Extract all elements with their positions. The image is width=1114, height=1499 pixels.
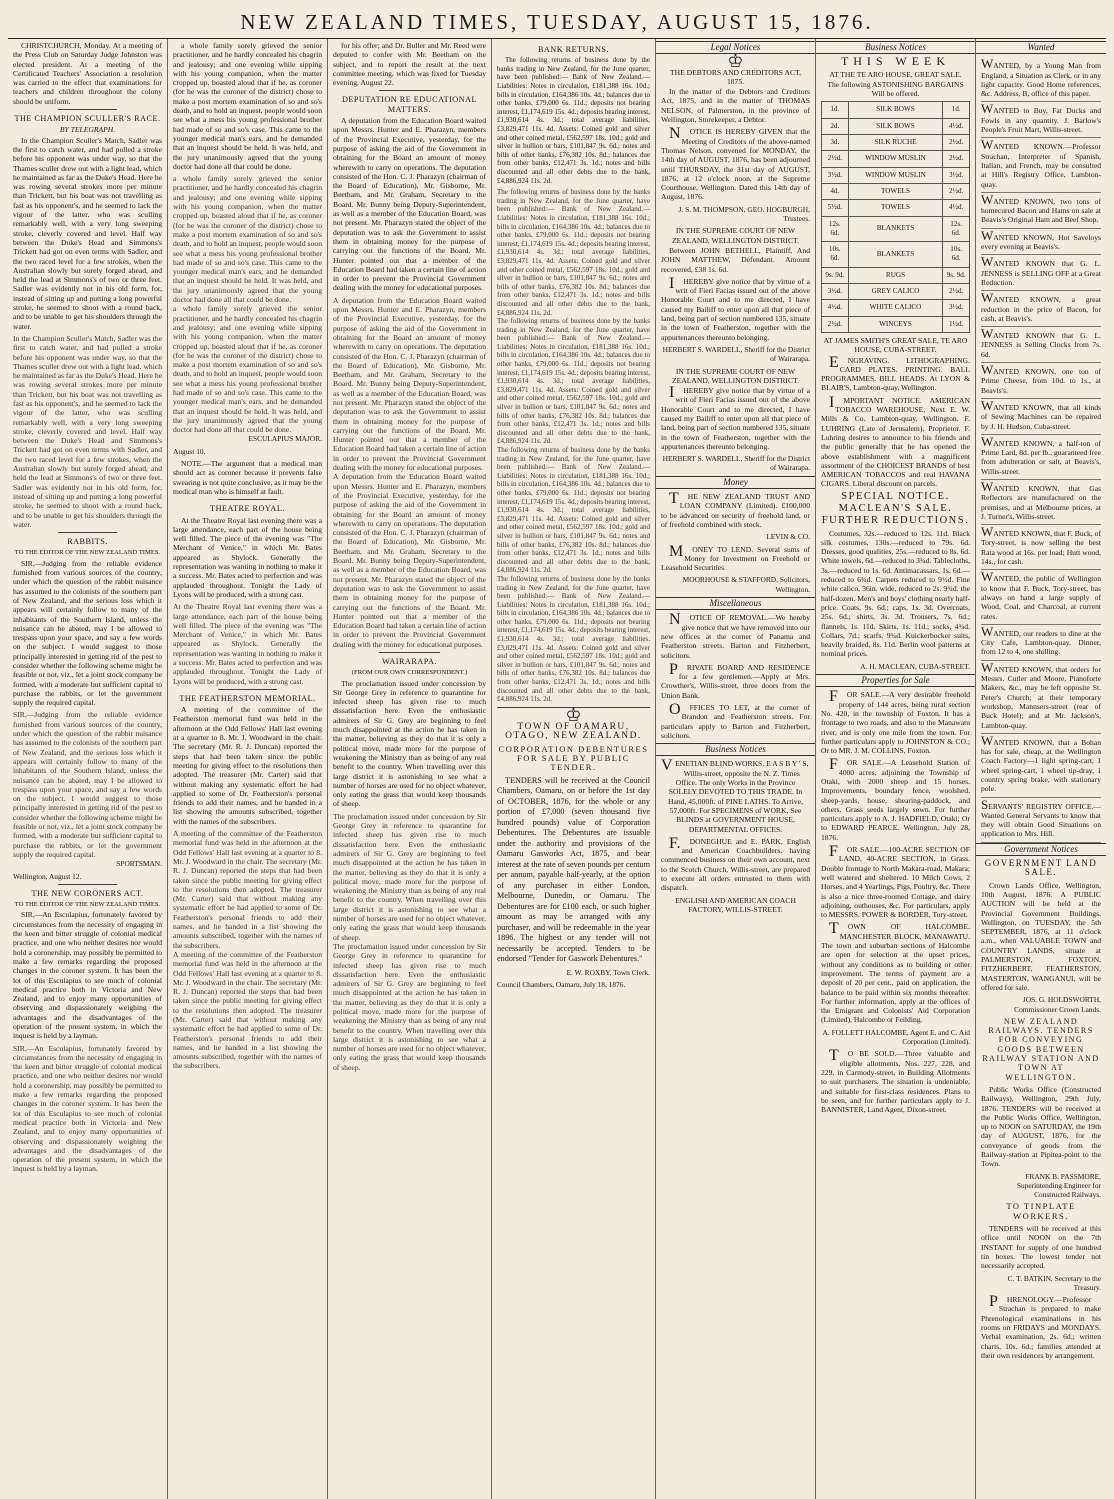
- notice-signature: JOS. G. HOLDSWORTH, Commissioner Crown Lands.: [1014, 995, 1101, 1014]
- notice-body: IHEREBY give notice that by virtue of a writ of Fieri Facias issued out of the above Honorable Court and to me directed, I have caused my Bailiff to enter upon all that piece of land, being part of section numbered 135, situate in the town of Featherston, together with the appurtenances thereunto belonging.: [661, 274, 810, 342]
- wanted-ad: WANTED KNOWN, that F. Buck, of Tory-street, is now selling the best Rata wood at 16s. per load; Hutt wood, 14s., for cash.: [981, 525, 1101, 570]
- notice-body: ENGRAVING. LITHOGRAPHING. CARD PLATES. PRINTING. BALL PROGRAMMES. BILL HEADS. At LYON & BLAIR'S, Lambton-quay, Wellington.: [821, 353, 970, 393]
- sale-row: [822, 183, 970, 199]
- wanted-ad: SERVANTS' REGISTRY OFFICE.—Wanted General Servants to know that they will obtain Good Situations on application to Mrs. Hill.: [981, 798, 1101, 843]
- notice-signature: C. T. BATKIN, Secretary to the Treasury.: [1007, 1273, 1101, 1292]
- section-heading-misc: Miscellaneous: [656, 597, 815, 610]
- sale-price-now: 10s. 6d.: [943, 242, 970, 268]
- article-heading: WAIRARAPA.: [382, 657, 437, 666]
- notice-signature: ENGLISH AND AMERICAN COACH FACTORY, WILLIS-STREET.: [675, 895, 796, 914]
- sale-price-now: 2½d.: [943, 183, 970, 199]
- crest-icon: ♔: [727, 51, 744, 72]
- article-heading: THEATRE ROYAL.: [210, 504, 285, 514]
- divider: [58, 109, 118, 110]
- notice-body: THE NEW ZEALAND TRUST AND LOAN COMPANY (Limited). £100,000 to be advanced on security of freehold land, or of freehold combined with stock.: [661, 490, 810, 529]
- column-5: [656, 39, 816, 1499]
- sale-row: [822, 300, 970, 316]
- wanted-ad: WANTED KNOWN that G. L. JENNESS is SELLING OFF at a Great Reduction.: [981, 255, 1101, 291]
- notice-title: MACLEAN'S SALE.: [838, 502, 953, 514]
- article-subheading: BY TELEGRAPH.: [59, 125, 116, 135]
- notice-body: IHEREBY give notice that by virtue of a writ of Fieri Facias issued out of the above Honorable Court and to me directed, I have caused my Bailiff to enter upon all that piece of land, being part of section numbered 135, situate in the town of Featherston, together with the appurtenances thereunto belonging.: [661, 384, 810, 451]
- sale-price-now: 3½d.: [943, 300, 970, 316]
- section-heading-business: Business Notices: [656, 743, 815, 756]
- article-body-cont: A deputation from the Education Board waited upon Messrs. Hunter and E. Pharazyn, members of the Provincial Executive, yesterday, for the purpose of asking the aid of the Government in obtaining for the Board an amount of money wherewith to carry on operations. The deputation consisted of the Hon. C. J. Pharazyn (chairman of the Board of Education), Mr. Gisborne, Mr. Beetham, and Mr. Graham, Secretary to the Board. Mr. Bunny being Deputy-Superintendent, as well as a member of the Education Board, was not present. Mr. Pharazyn stated the object of the deputation was to ask the Government to assist them in obtaining money for the purpose of carrying out the functions of the Board. Mr. Hunter pointed out that a member of the Education Board had taken a certain line of action in order to prevent the Provincial Government dealing with the money for educational purposes.: [333, 472, 486, 649]
- wanted-ad: WANTED KNOWN, that all kinds of Sewing Machines can be repaired by J. H. Hudson, Cuba-street.: [981, 399, 1101, 435]
- wanted-ad: WANTED KNOWN, that Gas Reflectors are manufactured on the premises, and at Melbourne prices, at J. Turner's, Willis-street.: [981, 480, 1101, 525]
- article-heading: THE FEATHERSTON MEMORIAL.: [179, 693, 316, 703]
- sale-row: [822, 316, 970, 332]
- sale-item: SILK BOWS: [848, 102, 943, 118]
- sale-price-now: 9s. 9d.: [943, 267, 970, 283]
- sale-price-now: 3½d.: [943, 167, 970, 183]
- signature: SPORTSMAN.: [116, 859, 162, 869]
- bank-returns-cont: The following returns of business done by the banks trading in New Zealand, for the June quarter, have been published:— Bank of New Zealand.—Liabilities: Notes in circulation, £181,388 16s. 10d.; bills in circulation, £164,386 10s. 4d.; balances due to other banks, £79,000 6s. 11d.; deposits not bearing interest, £1,174,619 15s. 4d.; deposits bearing interest, £1,930,614 4s. 3d.; total average liabilities, £3,829,471 11s. 4d. Assets: Coined gold and silver and other coined metal, £562,597 18s. 10d.; gold and silver in bullion or bars, £101,847 9s. 6d.; notes and bills of other banks, £76,382 10s. 8d.; balances due from other banks, £12,471 3s. 1d.; notes and bills discounted and all other debts due to the bank, £4,886,924 11s. 2d.: [497, 188, 650, 317]
- sale-item: TOWELS: [848, 200, 943, 216]
- sale-row: [822, 118, 970, 134]
- notice-signature: MOORHOUSE & STAFFORD, Solicitors, Wellington.: [682, 575, 810, 594]
- sale-item: WINCEYS: [848, 316, 943, 332]
- article-heading: RABBITS.: [67, 537, 108, 547]
- notice-body: F.DONEGHUE and E. PARK, English and American Coachbuilders, having commenced business on their own account, next to the Scotch Church, Willis-street, are prepared to execute all orders entrusted to them with dispatch.: [661, 834, 810, 893]
- article-body: At the Theatre Royal last evening there was a large attendance, each part of the house being well filled. The piece of the evening was "The Merchant of Venice," in which Mr. Bates appeared as Shylock. Generally the representation was wanting in nothing to make it a success. Mr. Bates acted to perfection and was applauded throughout. Tonight the Lady of Lyons will be produced, with a strong cast.: [173, 515, 322, 599]
- sale-price-was: 2½d.: [822, 316, 849, 332]
- sale-item: WINDOW MUSLIN: [848, 151, 943, 167]
- sale-row: [822, 216, 970, 242]
- notice-subtitle: CORPORATION DEBENTURES FOR SALE BY PUBLIC TENDER.: [498, 743, 649, 773]
- notice-body: Public Works Office (Constructed Railways), Wellington, 29th July, 1876. TENDERS will be received at the Public Works Office, Wellington, up to NOON on SATURDAY, the 19th day of AUGUST, 1876, for the conveyance of goods from the Railway-station at Pipitea-point to the Town.: [981, 1084, 1101, 1169]
- sale-table: [821, 101, 970, 332]
- notice-body: PHRENOLOGY.—Professor Strachan is prepared to make Phrenological examinations in his rooms on FRIDAYS and MONDAYS. Verbal examination, 2s. 6d.; written charts, 10s. 6d.; families attended at their own residences by arrangement.: [981, 1293, 1101, 1360]
- sale-item: SILK BOWS: [848, 118, 943, 134]
- sale-row: [822, 151, 970, 167]
- notice-body: VENETIAN BLIND WORKS. E A S B Y ' S, Willis-street, opposite the N. Z. Times Office. The only Works in the Province SOLELY DEVOTED TO THIS TRADE. In Hand, 45,000ft. of PINE LATHS. To Arrive, 57,000ft. For SPECIMENS of WORK, See BLINDS at GOVERNMENT HOUSE, DEPARTMENTAL OFFICES.: [661, 757, 809, 834]
- notice-signature: LEVIN & CO.: [766, 532, 810, 542]
- notice-title: IN THE SUPREME COURT OF NEW ZEALAND, WELLINGTON DISTRICT.: [672, 366, 799, 385]
- notice-title: TO TINPLATE WORKERS.: [1006, 1201, 1076, 1221]
- notice-signature: FRANK B. PASSMORE, Superintending Engineer for Constructed Railways.: [1016, 1171, 1101, 1200]
- column-7: [976, 39, 1106, 1499]
- article-body-cont: a whole family sorely grieved the senior practitioner, and he hardly concealed his chagrin and jealousy; and one evening while sipping with his young companion, when the matter cropped up, boasted aloud that if he, as coroner (for he was the coroner of the district) chose to make a post mortem examination of so and so's death, and to hold an inquest, people would soon see what a mess his young professional brother had made of so and so's case. This came to the younger medical man's ears, and he demanded that an inquest should be held. It was held, and the jury unanimously agreed that the young doctor had done all that could be done.: [173, 174, 322, 305]
- section-heading-wanted: Wanted: [976, 41, 1106, 54]
- divider: [379, 652, 440, 653]
- article-body-cont: The proclamation issued under concession by Sir George Grey in reference to quarantine for infected sheep has given rise to much dissatisfaction here. Even the enthusiastic admirers of Sir G. Grey are beginning to feel much disappointed at the action he has taken in the matter, believing as they do that it is only a political move, made more for the purpose of weakening the Ministry than as being of any real benefit to the country. When travelling over this large district it is astonishing to see what a number of horses are used for no object whatever, only eating the grass that would keep thousands of sheep.: [333, 811, 486, 942]
- notice-signature: A. H. MACLEAN, CUBA-STREET.: [860, 661, 970, 671]
- sale-item: SILK RUCHE: [848, 135, 943, 151]
- sale-item: BLANKETS: [848, 242, 943, 268]
- notice-body: IMPORTANT NOTICE. AMERICAN TOBACCO WAREHOUSE, Next E. W. Mills & Co. Lambton-quay, Wellington. F. LUHRING (Late of Jerusalem), Proprietor. F. Luhring desires to announce to his friends and the public generally that he has opened the above establishment with a magnificent assortment of the CHOICEST BRANDS of best AMERICAN TOBACCOS and real HAVANA CIGARS. Liberal discount on parcels.: [821, 393, 970, 489]
- intro-paragraph: CHRISTCHURCH, Monday. At a meeting of the Press Club on Saturday Judge Johnston was elected president. At a meeting of the Certificated Teachers' Association a resolution was carried to the effect that examinations for teachers and children throughout the colony should be uniform.: [13, 41, 162, 106]
- notice-body: TOWN OF HALCOMBE. MANCHESTER BLOCK, MANAWATU. The town and suburban sections of Halcombe are open for selection at the upset prices, without any conditions as to building or other improvement. The terms of payment are a deposit of 20 per cent., paid on application, the balance to be paid within six months thereafter. For further information, apply at the offices of the Emigrant and Colonists' Aid Corporation (Limited), Halcombe or Feilding.: [821, 920, 970, 1025]
- notice-signature: J. S. M. THOMPSON, GEO. HOGBURGH, Trustees.: [678, 204, 810, 224]
- article-heading: DEPUTATION RE EDUCATIONAL MATTERS.: [341, 95, 478, 114]
- sale-subheading: The following ASTONISHING BARGAINS Will be offered.: [827, 79, 964, 99]
- sale-row: [822, 284, 970, 300]
- sale-row: [822, 200, 970, 216]
- article-subheading: (FROM OUR OWN CORRESPONDENT.): [351, 669, 468, 677]
- divider: [218, 499, 278, 500]
- notice-signature: E. W. ROXBY, Town Clerk.: [566, 967, 650, 977]
- sale-price-now: 1d.: [943, 102, 970, 118]
- sale-item: TOWELS: [848, 183, 943, 199]
- wanted-ad: WANTED, the public of Wellington to know that F. Buck, Tory-street, has always on hand a large supply of Wood, Coal, and Charcoal, at current rates.: [981, 570, 1101, 624]
- wanted-ad: WANTED KNOWN, that a Bohan has for sale, cheap, at the Wellington Coach Factory—1 light spring-cart, 1 wheel spring-cart, 1 wheel tip-dray, 1 country spring brake, with stationary pole.: [981, 734, 1101, 798]
- bank-returns-cont: The following returns of business done by the banks trading in New Zealand, for the June quarter, have been published:— Bank of New Zealand.—Liabilities: Notes in circulation, £181,388 16s. 10d.; bills in circulation, £164,386 10s. 4d.; balances due to other banks, £79,000 6s. 11d.; deposits not bearing interest, £1,174,619 15s. 4d.; deposits bearing interest, £1,930,614 4s. 3d.; total average liabilities, £3,829,471 11s. 4d. Assets: Coined gold and silver and other coined metal, £562,597 18s. 10d.; gold and silver in bullion or bars, £101,847 9s. 6d.; notes and bills of other banks, £76,382 10s. 8d.; balances due from other banks, £12,471 3s. 1d.; notes and bills discounted and all other debts due to the bank, £4,886,924 11s. 2d.: [497, 574, 650, 704]
- sale-price-was: 9s. 9d.: [822, 267, 849, 283]
- sale-price-was: 2d.: [822, 118, 849, 134]
- article-body: SIR,—Judging from the reliable evidence furnished from various sources of the country, under which the question of the rabbit nuisance has assumed to the colonists of the southern part of New Zealand, and the serious loss which it appears will certainly follow to many of the inhabitants of the Southern Island, unless the nuisance can be abated, may I be allowed to trespass upon your space, and say a few words on the subject. I would suggest to those principally interested in getting rid of the pest to consider whether the following scheme might be feasible or not, viz., let a joint stock company be formed, with a moderate but sufficient capital to purchase the rabbits, or let the government supply the required capital.: [13, 558, 162, 708]
- notice-body: MONEY TO LEND. Several sums of Money for Investment on Freehold or Leasehold Securities.: [661, 542, 810, 573]
- article-body-cont: In the Champion Sculler's Match, Sadler was the first to catch water, and had pulled a stroke before his opponent was under way, so that the Thames sculler drew out with a light lead, which he maintained as far as the Duke's Head. Here he was rowing several strokes more per minute than Trickett, but his boat was not travelling as fast as his opponent's, and he seemed to lack the vigour of the latter, who was sculling remarkably well, with a very long sweeping stroke, cleverly covered and level. Half way between the Duke's Head and Simmons's Trickett had got on even terms with Sadler, and the two raced level for a few strokes, when the Australian slowly but surely forged ahead, and held the lead at Simmons's of two or three feet. Sadler was evidently not in his old form, for, instead of sitting up and putting a long powerful stroke, he seemed to shoot with a round back, and to be unable to get his shoulders through the water.: [13, 333, 162, 529]
- divider: [218, 689, 278, 690]
- notice-body: Costumes, 32s.—reduced to 12s. 11d. Black silk costumes, 130s.—reduced to 79s. 6d. Dresses, good qualities, 25s.—reduced to 8s. 6d. White towels, 6d.—reduced to 3¾d. Tablecloths, 3s.—reduced to 1s. 6d. Antimacassars, 1s. 6d.—reduced to 6¾d. Carpets reduced to 9½d. Fine white calico, 36in. wide, reduced to 2s. 9¾d. the half-dozen. Men's and boys' clothing nearly half-price. Coats, 9s. 6d.; caps, 1s. 3d. Overcoats, 25s. 6d.; shirts, 3s. 3d. Trousers, 7s. 6d.; flannels, 1s. 11d. Skirts, 1s. 11d.; socks, 4¾d. Collars, 7d.; scarfs, 9¾d. Kuickerbocker suits, heavily braided, 8s. 11d. Berlin wool patterns at nominal prices.: [821, 528, 970, 659]
- signature-date: August 10.: [173, 446, 206, 456]
- bank-returns-cont: The following returns of business done by the banks trading in New Zealand, for the June quarter, have been published:— Bank of New Zealand.—Liabilities: Notes in circulation, £181,388 16s. 10d.; bills in circulation, £164,386 10s. 4d.; balances due to other banks, £79,000 6s. 11d.; deposits not bearing interest, £1,174,619 15s. 4d.; deposits bearing interest, £1,930,614 4s. 3d.; total average liabilities, £3,829,471 11s. 4d. Assets: Coined gold and silver and other coined metal, £562,597 18s. 10d.; gold and silver in bullion or bars, £101,847 9s. 6d.; notes and bills of other banks, £76,382 10s. 8d.; balances due from other banks, £12,471 3s. 1d.; notes and bills discounted and all other debts due to the bank, £4,886,924 11s. 2d.: [497, 446, 650, 575]
- notice-body: In the matter of the Debtors and Creditors Act, 1875, and in the matter of THOMAS NELSON, of Palmerston, in the province of Wellington, Storekeeper, a Debtor.: [661, 87, 810, 125]
- section-heading-properties: Properties for Sale: [816, 674, 975, 687]
- sale-price-was: 10s. 6d.: [822, 242, 849, 268]
- notice-signature: HERBERT S. WARDELL, Sheriff for the District of Wairarapa.: [662, 454, 810, 473]
- wanted-ad: WANTED to Buy, Fat Ducks and Fowls in any quantity. J. Barlow's People's Fruit Mart, Willis-street.: [981, 102, 1101, 138]
- section-heading-business: Business Notices: [816, 41, 975, 54]
- sale-row: [822, 135, 970, 151]
- bank-returns-cont: The following returns of business done by the banks trading in New Zealand, for the June quarter, have been published:— Bank of New Zealand.—Liabilities: Notes in circulation, £181,388 16s. 10d.; bills in circulation, £164,386 10s. 4d.; balances due to other banks, £79,000 6s. 11d.; deposits not bearing interest, £1,174,619 15s. 4d.; deposits bearing interest, £1,930,614 4s. 3d.; total average liabilities, £3,829,471 11s. 4d. Assets: Coined gold and silver and other coined metal, £562,597 18s. 10d.; gold and silver in bullion or bars, £101,847 9s. 6d.; notes and bills of other banks, £76,382 10s. 8d.; balances due from other banks, £12,471 3s. 1d.; notes and bills discounted and all other debts due to the bank, £4,886,924 11s. 2d.: [497, 317, 650, 446]
- sale-price-was: 2½d.: [822, 151, 849, 167]
- notice-body: OFFICES TO LET, at the corner of Brandon and Featherston streets. For particulars apply to Barton and Fitzherbert, solicitors.: [661, 701, 810, 740]
- sale-row: [822, 167, 970, 183]
- sale-price-now: 4½d.: [943, 118, 970, 134]
- divider: [58, 884, 118, 885]
- article-body-cont: The proclamation issued under concession by Sir George Grey in reference to quarantine for infected sheep has given rise to much dissatisfaction here. Even the enthusiastic admirers of Sir G. Grey are beginning to feel much disappointed at the action he has taken in the matter, believing as they do that it is only a political move, made more for the purpose of weakening the Ministry than as being of any real benefit to the country. When travelling over this large district it is astonishing to see what a number of horses are used for no object whatever, only eating the grass that would keep thousands of sheep.: [333, 941, 486, 1072]
- sale-price-now: 12s. 6d.: [943, 216, 970, 242]
- section-heading-government: Government Notices: [976, 843, 1106, 856]
- article-body: a whole family sorely grieved the senior practitioner, and he hardly concealed his chagrin and jealousy; and one evening while sipping with his young companion, when the matter cropped up, boasted aloud that if he, as coroner (for he was the coroner of the district) chose to make a post mortem examination of so and so's death, and to hold an inquest, people would soon see what a mess his young professional brother had made of so and so's case. This came to the younger medical man's ears, and he demanded that an inquest should be held. It was held, and the jury unanimously agreed that the young doctor had done all that could be done.: [173, 41, 322, 171]
- article-body-cont: SIR,—An Esculapius, fortunately favored by circumstances from the necessity of engaging in the keen and bitter struggle of colonial medical practice, and one who neither desires nor would hold a coronership, may possibly be permitted to make a few remarks regarding the proposed changes in the coroner system. It has been the lot of this Esculapius to see much of colonial medical practice both in Victoria and New Zealand, and to enjoy many opportunities of observing and dispassionately weighing the advantages and the disadvantages of the operation of the present system, in which the inquest is held by a layman.: [13, 1043, 162, 1174]
- article-heading: BANK RETURNS.: [537, 45, 610, 54]
- notice-body: TENDERS will be received at the Council Chambers, Oamaru, on or before the 1st day of OCTOBER, 1876, for the whole or any portion of £7,000 (seven thousand five hundred pounds) value of Corporation Debentures. The Debentures are issuable under the authority and provisions of the Oamaru Gasworks Act, 1875, and bear interest at the rate of seven pounds per centum per annum, payable half-yearly, at the option of any purchaser in either London, Melbourne, Dunedin, or Oamaru. The Debentures are for £100 each, or such higher amount as may be arranged with any purchaser, and will be redeemable in the year 1896. The highest or any tender will not necessarily be accepted. Tenders to be endorsed "Tender for Gaswork Debentures.": [497, 775, 650, 964]
- signature: ESCULAPIUS MAJOR.: [248, 434, 322, 444]
- masthead: NEW ZEALAND TIMES, TUESDAY, AUGUST 15, 1876.: [8, 6, 1106, 39]
- notice-title: IN THE SUPREME COURT OF NEW ZEALAND, WELLINGTON DISTRICT.: [672, 226, 799, 245]
- signature-place: Wellington, August 12.: [13, 871, 82, 881]
- sale-row: [822, 242, 970, 268]
- notice-body: Crown Lands Office, Wellington, 10th August, 1876. A PUBLIC AUCTION will be held at the Provincial Government Buildings, Wellington, on TUESDAY, the 5th SEPTEMBER, 1876, at 11 o'clock a.m., when VALUABLE TOWN and COUNTRY LANDS, situate at PALMERSTON, FOXTON, FITZHERBERT, FEATHERSTON, MASTERTON, WANGANUI, will be offered for sale.: [981, 880, 1101, 992]
- column-2: [168, 39, 328, 1499]
- notice-title: TOWN OF OAMARU, OTAGO, NEW ZEALAND.: [505, 722, 642, 742]
- notice-title: GOVERNMENT LAND SALE.: [984, 858, 1098, 878]
- sale-row: [822, 267, 970, 283]
- article-body-cont: SIR,—Judging from the reliable evidence furnished from various sources of the country, under which the question of the rabbit nuisance has assumed to the colonists of the southern part of New Zealand, and the serious loss which it appears will certainly follow to many of the inhabitants of the Southern Island, unless the nuisance can be abated, may I be allowed to trespass upon your space, and say a few words on the subject. I would suggest to those principally interested in getting rid of the pest to consider whether the following scheme might be feasible or not, viz., let a joint stock company be formed, with a moderate but sufficient capital to purchase the rabbits, or let the government supply the required capital.: [13, 710, 162, 859]
- article-body: In the Champion Sculler's Match, Sadler was the first to catch water, and had pulled a stroke before his opponent was under way, so that the Thames sculler drew out with a light lead, which he maintained as far as the Duke's Head. Here he was rowing several strokes more per minute than Trickett, but his boat was not travelling as fast as his opponent's, and he seemed to lack the vigour of the latter, who was sculling remarkably well, with a very long sweeping stroke, cleverly covered and level. Half way between the Duke's Head and Simmons's Trickett had got on even terms with Sadler, and the two raced level for a few strokes, when the Australian slowly but surely forged ahead, and held the lead at Simmons's of two or three feet. Sadler was evidently not in his old form, for, instead of sitting up and putting a long powerful stroke, he seemed to shoot with a round back, and to be unable to get his shoulders through the water.: [13, 135, 162, 331]
- article-heading: THE CHAMPION SCULLER'S RACE.: [14, 114, 161, 124]
- notice-body: Between JOHN BETHELL, Plaintiff, And JOHN MATTHEW, Defendant. Amount recovered, £38 1s. 6d.: [661, 245, 810, 274]
- wanted-ad: WANTED KNOWN.—Professor Strachan, Interpreter of Spanish, Italian, and French, may be consulted at Hill's Registry Office, Lambton-quay.: [981, 138, 1101, 192]
- notice-signature: A. FOLLETT HALCOMBE, Agent E. and C. Aid Corporation (Limited).: [822, 1027, 970, 1047]
- notice-body: FOR SALE.—A Leasehold Station of 4000 acres, adjoining the Township of Otaki, with 2000 sheep and 15 horses. Improvements, boundary fence, woolshed, sheep-yards, house, shearing-paddock, and others. Grass seeds largely sown. For further particulars apply to A. J. HADFIELD, Otaki; Or to EDWARD PEARCE. Wellington, July 28, 1876.: [821, 756, 970, 842]
- sale-item: BLANKETS: [848, 216, 943, 242]
- bank-returns: The following returns of business done by the banks trading in New Zealand, for the June quarter, have been published:— Bank of New Zealand.—Liabilities: Notes in circulation, £181,388 16s. 10d.; bills in circulation, £164,386 10s. 4d.; balances due to other banks, £79,000 6s. 11d.; deposits not bearing interest, £1,174,619 15s. 4d.; deposits bearing interest, £1,930,614 4s. 3d.; total average liabilities, £3,829,471 11s. 4d. Assets: Coined gold and silver and other coined metal, £562,597 18s. 10d.; gold and silver in bullion or bars, £101,847 9s. 6d.; notes and bills of other banks, £76,382 10s. 8d.; balances due from other banks, £12,471 3s. 1d.; notes and bills discounted and all other debts due to the bank, £4,886,924 11s. 2d.: [497, 56, 650, 185]
- notice-body: TENDERS will be received at this office until NOON on the 7th INSTANT for supply of one hundred tin boxes. The lowest tender not necessarily accepted.: [981, 1224, 1101, 1271]
- notice-body: FOR SALE.—A very desirable freehold property of 144 acres, being rural section No. 420, in the township of Foxton. It has a frontage to two roads, and also to the Manawatu river, and is only one mile from the town. For further particulars apply to JOHNSTON & CO.; Or to MR. J. M. COLLINS, Foxton.: [821, 688, 970, 756]
- sale-price-now: 2½d.: [943, 151, 970, 167]
- section-heading-money: Money: [656, 476, 815, 489]
- wanted-list: [981, 57, 1101, 842]
- article-subheading: TO THE EDITOR OF THE NEW ZEALAND TIMES.: [14, 549, 161, 557]
- column-3: [328, 39, 492, 1499]
- notice-date: Council Chambers, Oamaru, July 18, 1876.: [497, 979, 626, 989]
- wanted-ad: WANTED KNOWN, two tons of homecured Bacon and Hams on sale at Beavis's Original Ham and Beef Shop.: [981, 193, 1101, 229]
- divider: [58, 532, 118, 533]
- note-paragraph: NOTE.—The argument that a medical man should act as coroner because it prevents false swearing is not quite conclusive, as it may be the medical man who is himself at fault.: [173, 459, 322, 496]
- wanted-ad: WANTED, by a Young Man from England, a Situation as Clerk, or in any light capacity. Good Home references, &c. Address, B, office of this paper.: [981, 57, 1101, 102]
- sale-item: WINDOW MUSLIN: [848, 167, 943, 183]
- wanted-ad: WANTED KNOWN that G. L. JENNESS is Selling Clocks from 7s. 6d.: [981, 327, 1101, 363]
- sale-footer: AT JAMES SMITH'S GREAT SALE, TE ARO HOUSE, CUBA-STREET.: [823, 335, 968, 355]
- article-body-cont: A meeting of the committee of the Featherston memorial fund was held in the afternoon at the Odd Fellows' Hall last evening at a quarter to 8. Mr. J. Woodward in the chair. The secretary (Mr. R. J. Duncan) reported the steps that had been taken since the public meeting for giving effect to the resolutions then adopted. The treasurer (Mr. Carter) said that without making any systematic effort he had applied to some of Dr. Featherston's personal friends to add their names, and he handed in a list showing the amounts subscribed, together with the names of the subscribers.: [173, 949, 322, 1071]
- sale-item: WHITE CALICO: [848, 300, 943, 316]
- article-body: SIR,—An Esculapius, fortunately favored by circumstances from the necessity of engaging in the keen and bitter struggle of colonial medical practice, and one who neither desires nor would hold a coronership, may possibly be permitted to make a few remarks regarding the proposed changes in the coroner system. It has been the lot of this Esculapius to see much of colonial medical practice both in Victoria and New Zealand, and to enjoy many opportunities of observing and dispassionately weighing the advantages and the disadvantages of the operation of the present system, in which the inquest is held by a layman.: [13, 910, 162, 1041]
- column-1: [8, 39, 168, 1499]
- notice-body: NOTICE IS HEREBY GIVEN that the Meeting of Creditors of the above-named Thomas Nelson, convened for MONDAY, the 14th day of AUGUST, 1876, has been adjourned until THURSDAY, the 31st day of AUGUST, 1876, at 12 o'clock noon, at the Supreme Courthouse, Wellington. Dated this 14th day of August, 1876.: [661, 125, 810, 202]
- sale-price-now: 2½d.: [943, 135, 970, 151]
- column-4: [492, 39, 656, 1499]
- sale-price-was: 12s. 6d.: [822, 216, 849, 242]
- wanted-ad: WANTED KNOWN, a half-ton of Prime Lard, 8d. per lb., guaranteed free from adulteration or salt, at Beavis's, Willis-street.: [981, 435, 1101, 480]
- sale-price-was: 4d.: [822, 183, 849, 199]
- wanted-ad: WANTED KNOWN, Hot Saveloys every evening at Beavis's.: [981, 229, 1101, 256]
- sale-price-was: 1d.: [822, 102, 849, 118]
- section-heading-legal: Legal Notices: [656, 41, 815, 54]
- sale-row: [822, 102, 970, 118]
- sale-price-was: 3½d.: [822, 284, 849, 300]
- article-heading: THE NEW CORONERS ACT.: [31, 888, 144, 898]
- article-subheading: TO THE EDITOR OF THE NEW ZEALAND TIMES.: [14, 901, 161, 909]
- sale-item: GREY CALICO: [848, 284, 943, 300]
- notice-title: SPECIAL NOTICE.: [841, 490, 950, 502]
- article-body-cont: A meeting of the committee of the Featherston memorial fund was held in the afternoon at the Odd Fellows' Hall last evening at a quarter to 8. Mr. J. Woodward in the chair. The secretary (Mr. R. J. Duncan) reported the steps that had been taken since the public meeting for giving effect to the resolutions then adopted. The treasurer (Mr. Carter) said that without making any systematic effort he had applied to some of Dr. Featherston's personal friends to add their names, and he handed in a list showing the amounts subscribed, together with the names of the subscribers.: [173, 829, 322, 950]
- sale-price-was: 3d.: [822, 135, 849, 151]
- notice-body: TO BE SOLD.—Three valuable and eligible allotments, Nos. 227, 228, and 229, in Carmody-street, in Building Allotments to suit purchasers. The situation is undeniable, and suitable for first-class residences. Plans to be seen, and for further particulars apply to J. BANNISTER, Land Agent, Dixon-street.: [821, 1047, 970, 1115]
- article-body-cont: A deputation from the Education Board waited upon Messrs. Hunter and E. Pharazyn, members of the Provincial Executive, yesterday, for the purpose of asking the aid of the Government in obtaining for the Board an amount of money wherewith to carry on operations. The deputation consisted of the Hon. C. J. Pharazyn (chairman of the Board of Education), Mr. Gisborne, Mr. Beetham, and Mr. Graham, Secretary to the Board. Mr. Bunny being Deputy-Superintendent, as well as a member of the Education Board, was not present. Mr. Pharazyn stated the object of the deputation was to ask the Government to assist them in obtaining money for the purpose of carrying out the functions of the Board. Mr. Hunter pointed out that a member of the Education Board had taken a certain line of action in order to prevent the Provincial Government dealing with the money for educational purposes.: [333, 295, 486, 473]
- notice-title: THE DEBTORS AND CREDITORS ACT, 1875.: [669, 67, 801, 86]
- wanted-ad: WANTED KNOWN, a great reduction in the price of Bacon, for cash, at Beavis's.: [981, 291, 1101, 327]
- sale-item: RUGS: [848, 267, 943, 283]
- sale-price-was: 4½d.: [822, 300, 849, 316]
- column-6: [816, 39, 976, 1499]
- sale-price-now: 2½d.: [943, 284, 970, 300]
- sale-price-was: 3½d.: [822, 167, 849, 183]
- notice-title: NEW ZEALAND RAILWAYS. TENDERS FOR CONVEYING GOODS BETWEEN RAILWAY STATION AND TOWN AT WELLINGTON.: [982, 1016, 1100, 1082]
- article-body: A meeting of the committee of the Featherston memorial fund was held in the afternoon at the Odd Fellows' Hall last evening at a quarter to 8. Mr. J. Woodward in the chair. The secretary (Mr. R. J. Duncan) reported the steps that had been taken since the public meeting for giving effect to the resolutions then adopted. The treasurer (Mr. Carter) said that without making any systematic effort he had applied to some of Dr. Featherston's personal friends to add their names, and he handed in a list showing the amounts subscribed, together with the names of the subscribers.: [173, 705, 322, 826]
- sale-price-was: 5½d.: [822, 200, 849, 216]
- columns: [8, 39, 1106, 1499]
- notice-body: NOTICE OF REMOVAL.—We hereby give notice that we have removed into our new offices at the corner of Panama and Featherston streets. Barton and Fitzherbert, solicitors.: [661, 611, 810, 660]
- sale-price-now: 1½d.: [943, 316, 970, 332]
- divider: [379, 90, 440, 91]
- article-body: The proclamation issued under concession by Sir George Grey in reference to quarantine for infected sheep has given rise to much dissatisfaction here. Even the enthusiastic admirers of Sir G. Grey are beginning to feel much disappointed at the action he has taken in the matter, believing as they do that it is only a political move, made more for the purpose of weakening the Ministry than as being of any real benefit to the country. When travelling over this large district it is astonishing to see what a number of horses are used for no object whatever, only eating the grass that would keep thousands of sheep.: [333, 678, 486, 809]
- sale-subheading: AT THE TE ARO HOUSE, GREAT SALE.: [829, 69, 962, 79]
- article-body: A deputation from the Education Board waited upon Messrs. Hunter and E. Pharazyn, members of the Provincial Executive, yesterday, for the purpose of asking the aid of the Government in obtaining for the Board an amount of money wherewith to carry on operations. The deputation consisted of the Hon. C. J. Pharazyn (chairman of the Board of Education), Mr. Gisborne, Mr. Beetham, and Mr. Graham, Secretary to the Board. Mr. Bunny being Deputy-Superintendent, as well as a member of the Education Board, was not present. Mr. Pharazyn stated the object of the deputation was to ask the Government to assist them in obtaining money for the purpose of carrying out the functions of the Board. Mr. Hunter pointed out that a member of the Education Board had taken a certain line of action in order to prevent the Provincial Government dealing with the money for educational purposes.: [333, 116, 486, 293]
- wanted-ad: WANTED KNOWN, one ton of Prime Cheese, from 10d. to 1s., at Beavis's.: [981, 363, 1101, 399]
- notice-body: PRIVATE BOARD AND RESIDENCE for a few gentlemen.—Apply at Mrs. Crowther's, Willis-street, three doors from the Union Bank.: [661, 660, 810, 700]
- article-body: for his offer; and Dr. Buller and Mr. Reed were deputed to confer with Mr. Beetham on the subject, and to report the result at the next committee meeting, which was fixed for Tuesday evening, August 22.: [333, 41, 486, 88]
- notice-body: FOR SALE.—100-ACRE SECTION OF LAND, 40-ACRE SECTION, in Grass. Double frontage to North Makara-road, Makara; well watered and sheltered. 10 Milch Cows, 2 Horses, and 4 Yearlings, Pigs, Poultry, &c. There is also a nice three-roomed Cottage, and dairy adjoining, outhouses, &c. For particulars, apply to MESSRS. POWER & BORDER, Tory-street.: [821, 843, 970, 920]
- crest-icon: ♔: [565, 704, 582, 725]
- article-body-cont: a whole family sorely grieved the senior practitioner, and he hardly concealed his chagrin and jealousy; and one evening while sipping with his young companion, when the matter cropped up, boasted aloud that if he, as coroner (for he was the coroner of the district) chose to make a post mortem examination of so and so's death, and to hold an inquest, people would soon see what a mess his young professional brother had made of so and so's case. This came to the younger medical man's ears, and he demanded that an inquest should be held. It was held, and the jury unanimously agreed that the young doctor had done all that could be done.: [173, 304, 322, 435]
- notice-title: FURTHER REDUCTIONS.: [821, 515, 970, 527]
- article-body-cont: At the Theatre Royal last evening there was a large attendance, each part of the house being well filled. The piece of the evening was "The Merchant of Venice," in which Mr. Bates appeared as Shylock. Generally the representation was wanting in nothing to make it a success. Mr. Bates acted to perfection and was applauded throughout. Tonight the Lady of Lyons will be produced, with a strong cast.: [173, 602, 322, 686]
- wanted-ad: WANTED, our readers to dine at the City Cafe, Lambton-quay. Dinner, from 12 to 4, one shilling.: [981, 625, 1101, 661]
- wanted-ad: WANTED KNOWN, that orders for Messrs. Cutler and Moore, Pianoforte Makers, &c., may be left opposite St. Peter's Church; at their temporary workshop, Mannsers-street (rear of Buck Hotel); and at Mr. Jackson's, Lambton-quay.: [981, 661, 1101, 734]
- sale-price-now: 4½d.: [943, 200, 970, 216]
- sale-heading: THIS WEEK: [840, 54, 951, 69]
- notice-signature: HERBERT S. WARDELL, Sheriff for the District of Wairarapa.: [662, 344, 810, 364]
